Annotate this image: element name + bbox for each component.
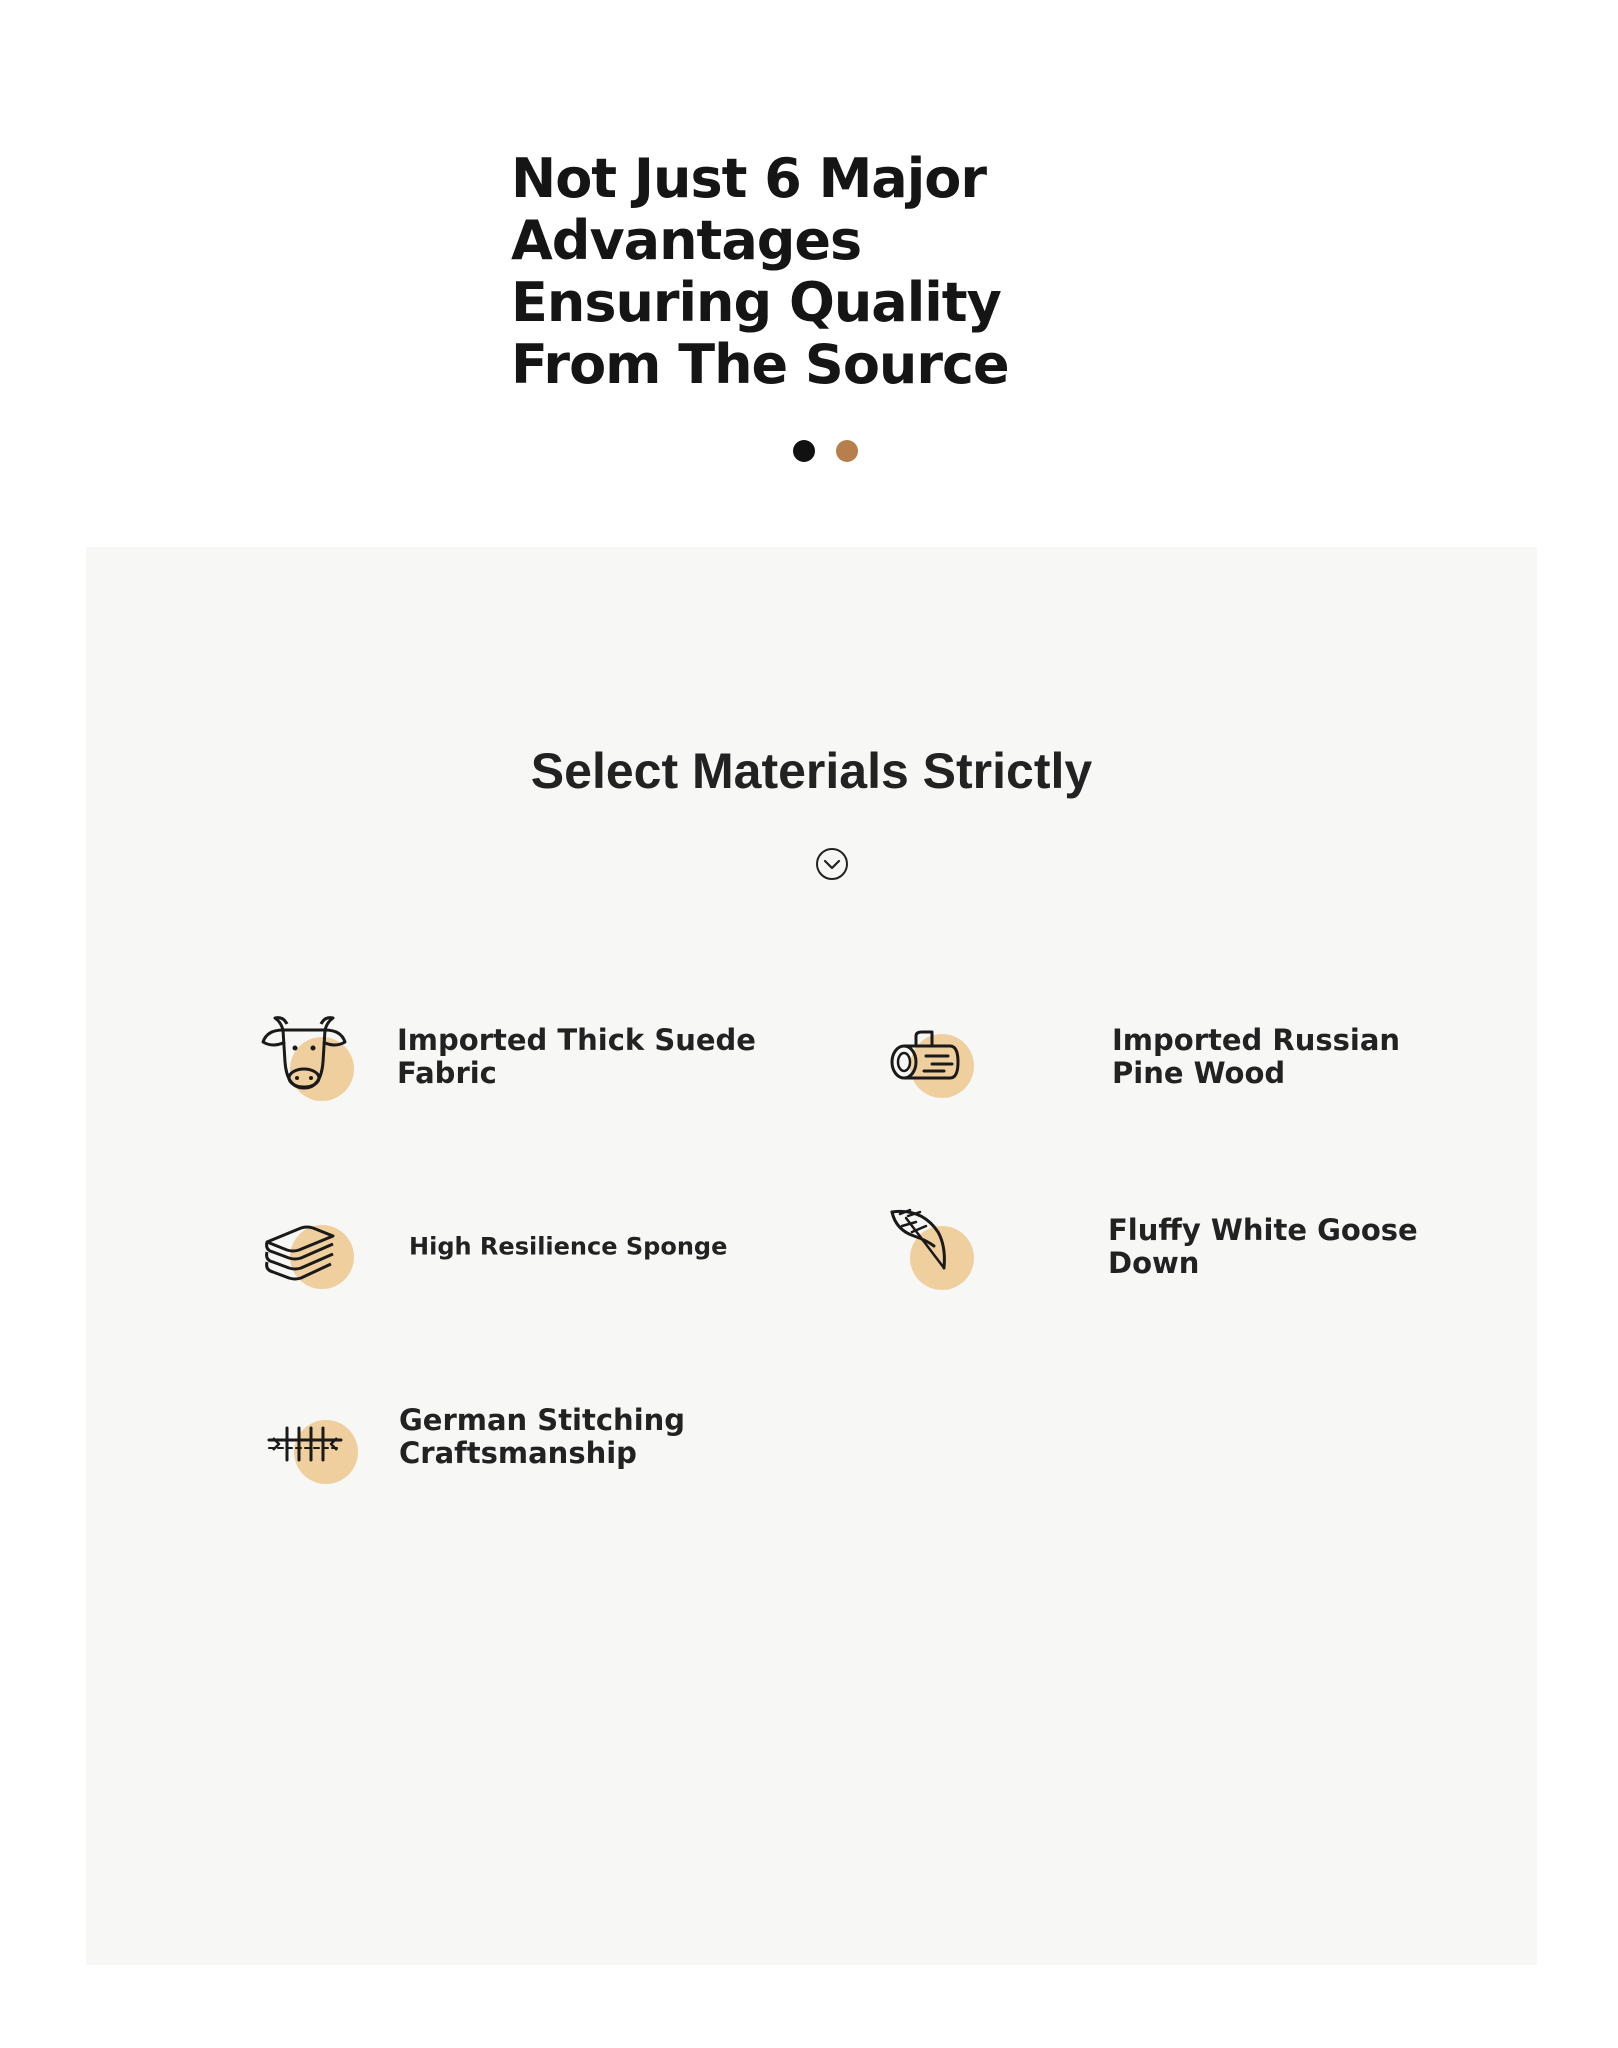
feature-item (259, 1392, 819, 1482)
feature-label: Imported Russian Pine Wood (1112, 1023, 1401, 1090)
feature-label: High Resilience Sponge (409, 1232, 728, 1261)
feature-item (259, 1202, 819, 1292)
sponge-layers-icon (259, 1202, 369, 1292)
feather-icon (886, 1202, 996, 1292)
stitching-icon (259, 1392, 369, 1482)
materials-section (86, 547, 1537, 1965)
feature-item (886, 1012, 1446, 1102)
wood-log-icon (886, 1012, 996, 1102)
section-title: Select Materials Strictly (530, 743, 1093, 799)
feature-label: German Stitching Craftsmanship (399, 1403, 686, 1470)
feature-item (259, 1012, 819, 1102)
chevron-circle-down-icon[interactable] (815, 847, 849, 881)
hero-title: Not Just 6 Major Advantages Ensuring Quality From The Source (511, 147, 1009, 396)
carousel-dot-active[interactable] (793, 440, 815, 462)
cow-icon (259, 1012, 369, 1102)
carousel-pagination (0, 440, 1618, 464)
carousel-dot[interactable] (836, 440, 858, 462)
feature-label: Fluffy White Goose Down (1108, 1213, 1418, 1280)
feature-label: Imported Thick Suede Fabric (397, 1023, 756, 1090)
feature-item (886, 1202, 1446, 1292)
